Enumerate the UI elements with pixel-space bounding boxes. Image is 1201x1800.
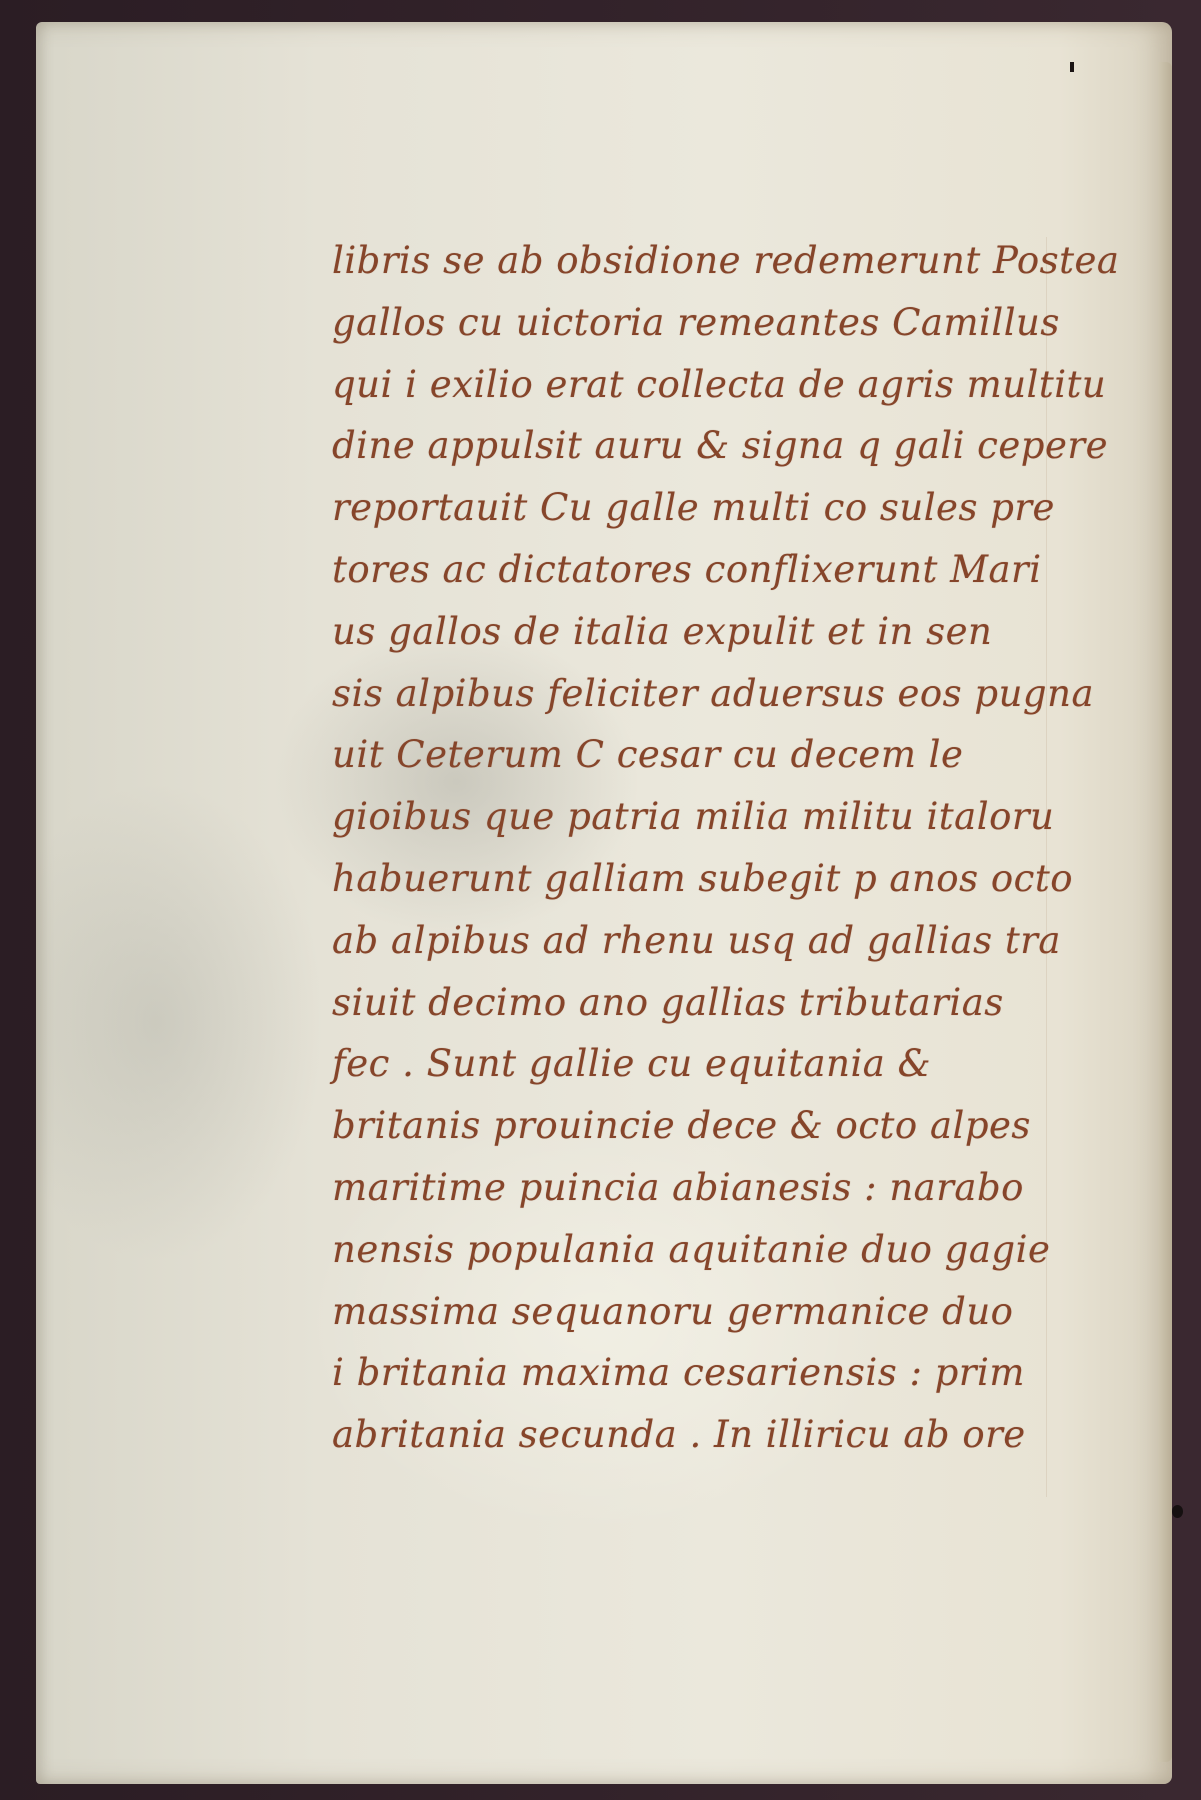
manuscript-line: qui i exilio erat collecta de agris multitu (332, 362, 1107, 406)
manuscript-line: gallos cu uictoria remeantes Camillus (332, 300, 1060, 344)
manuscript-line: dine appulsit auru & signa q gali cepere (332, 424, 1108, 468)
manuscript-line: tores ac dictatores conflixerunt Mari (332, 547, 1042, 591)
manuscript-line: reportauit Cu galle multi co sules pre (332, 486, 1055, 530)
manuscript-line: ab alpibus ad rhenu usq ad gallias tra (332, 918, 1061, 962)
manuscript-line: siuit decimo ano gallias tributarias (332, 980, 1004, 1024)
manuscript-line: sis alpibus feliciter aduersus eos pugna (332, 671, 1095, 715)
parchment-page (36, 22, 1172, 1784)
corner-mark (1070, 62, 1074, 72)
manuscript-line: uit Ceterum C cesar cu decem le (332, 733, 964, 777)
manuscript-line: britanis prouincie dece & octo alpes (332, 1104, 1031, 1148)
manuscript-line: i britania maxima cesariensis : prim (332, 1351, 1025, 1395)
manuscript-line: gioibus que patria milia militu italoru (332, 795, 1055, 839)
manuscript-line: abritania secunda . In illiricu ab ore (332, 1413, 1026, 1457)
manuscript-line: libris se ab obsidione redemerunt Postea (332, 239, 1120, 282)
manuscript-text-block (332, 230, 1120, 1466)
manuscript-line: fec . Sunt gallie cu equitania & (332, 1042, 932, 1086)
manuscript-line: nensis populania aquitanie duo gagie (332, 1227, 1051, 1271)
manuscript-line: habuerunt galliam subegit p anos octo (332, 856, 1073, 900)
manuscript-line: massima sequanoru germanice duo (332, 1289, 1014, 1333)
manuscript-line: us gallos de italia expulit et in sen (332, 609, 993, 653)
manuscript-line: maritime puincia abianesis : narabo (332, 1165, 1024, 1209)
folio-dot (1172, 1505, 1183, 1518)
page-edge (1158, 62, 1172, 1762)
